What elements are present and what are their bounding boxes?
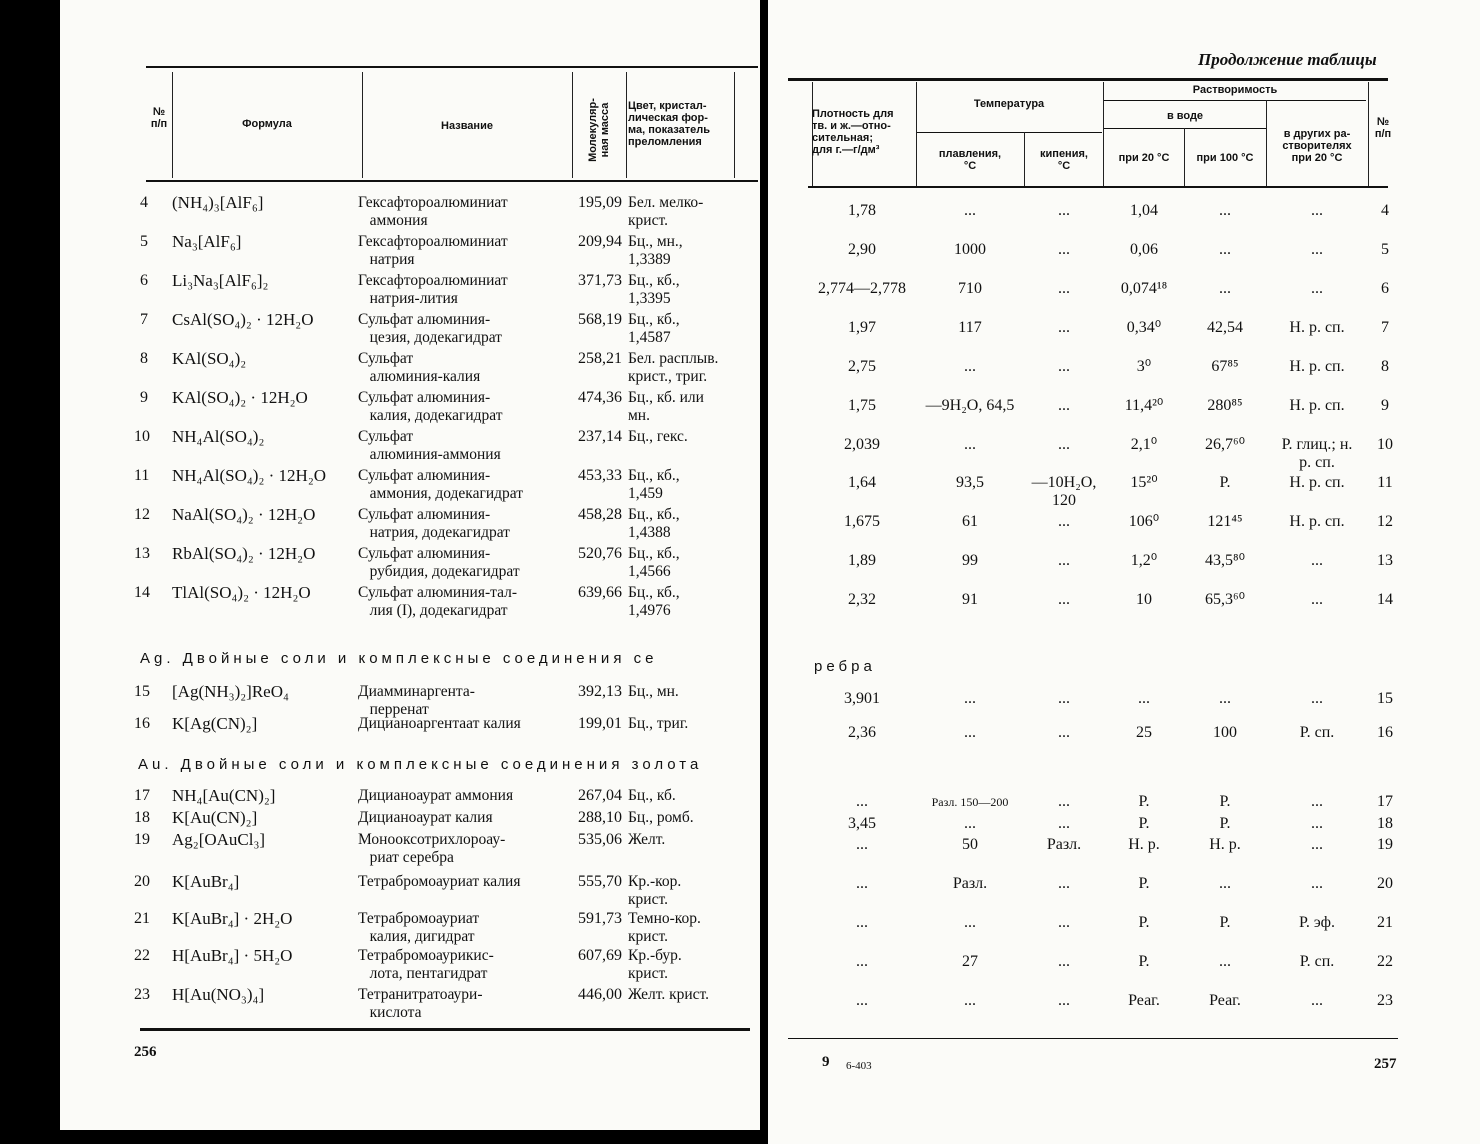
header-num: № п/п: [150, 106, 168, 130]
boiling-point: ...: [1058, 202, 1070, 219]
density: 2,039: [844, 436, 880, 453]
row-number: 8: [1381, 358, 1389, 375]
melting-point: ...: [964, 690, 976, 707]
boiling-point: ...: [1058, 992, 1070, 1009]
compound-name: Дицианоаргентаат калия: [358, 715, 521, 732]
melting-point: 117: [958, 319, 982, 336]
solubility-20c: 0,34⁰: [1126, 319, 1162, 336]
color-crystal-form: Бц., кб., 1,4587: [628, 311, 680, 346]
color-crystal-form: Бц., кб. или мн.: [628, 389, 704, 424]
print-code: 6-403: [846, 1060, 872, 1072]
row-number: 14: [1377, 591, 1393, 608]
density: 1,75: [848, 397, 876, 414]
molecular-mass: 607,69: [578, 947, 622, 964]
solubility-20c: 3⁰: [1136, 358, 1152, 375]
solubility-100c: Р.: [1219, 793, 1231, 810]
boiling-point: ...: [1058, 953, 1070, 970]
color-crystal-form: Бц., кб., 1,3395: [628, 272, 680, 307]
table-bottom-rule: [140, 1028, 750, 1031]
solubility-100c: 65,3⁶⁰: [1205, 591, 1245, 608]
molecular-mass: 568,19: [578, 311, 622, 328]
molecular-mass: 199,01: [578, 715, 622, 732]
color-crystal-form: Кр.-бур. крист.: [628, 947, 682, 982]
melting-point: 710: [958, 280, 982, 297]
melting-point: 99: [962, 552, 978, 569]
solubility-other: ...: [1311, 875, 1323, 892]
formula: NH₄Al(SO₄)₂ · 12H₂O: [172, 466, 327, 485]
molecular-mass: 520,76: [578, 545, 622, 562]
solubility-other: Р. глиц.; н. р. сп.: [1281, 436, 1353, 471]
row-number: 11: [134, 467, 150, 484]
solubility-20c: 25: [1136, 724, 1152, 741]
compound-name: Диамминаргента- перренат: [358, 683, 475, 718]
solubility-20c: Р.: [1138, 953, 1150, 970]
solubility-other: Н. р. сп.: [1289, 513, 1345, 530]
row-number: 5: [140, 233, 148, 250]
solubility-other: Р. эф.: [1298, 914, 1336, 931]
boiling-point: ...: [1058, 793, 1070, 810]
row-number: 22: [134, 947, 150, 964]
solubility-20c: 0,074¹⁸: [1120, 280, 1168, 297]
molecular-mass: 195,09: [578, 194, 622, 211]
row-number: 15: [134, 683, 150, 700]
row-number: 12: [134, 506, 150, 523]
melting-point: Разл. 150—200: [931, 795, 1009, 809]
header-mass: Молекуляр- ная масса: [587, 98, 611, 162]
solubility-20c: 10: [1136, 591, 1152, 608]
row-number: 21: [134, 910, 150, 927]
solubility-20c: Р.: [1138, 914, 1150, 931]
solubility-other: Р. сп.: [1299, 724, 1335, 741]
solubility-other: ...: [1311, 815, 1323, 832]
section-heading-ag-tail: ребра: [814, 658, 876, 675]
header-in-water: в воде: [1166, 110, 1204, 122]
melting-point: ...: [964, 358, 976, 375]
molecular-mass: 288,10: [578, 809, 622, 826]
melting-point: 93,5: [956, 474, 984, 491]
density: 2,75: [848, 358, 876, 375]
section-heading-au: Au. Двойные соли и комплексные соединения золота: [138, 756, 703, 773]
color-crystal-form: Бц., триг.: [628, 715, 689, 732]
solubility-100c: ...: [1219, 690, 1231, 707]
row-number: 4: [140, 194, 148, 211]
solubility-100c: Р.: [1219, 815, 1231, 832]
row-number: 13: [134, 545, 150, 562]
density: 2,774—2,778: [818, 280, 906, 297]
row-number: 16: [1377, 724, 1393, 741]
solubility-100c: Реаг.: [1209, 992, 1241, 1009]
boiling-point: ...: [1058, 724, 1070, 741]
density: ...: [856, 992, 868, 1009]
color-crystal-form: Желт. крист.: [628, 986, 710, 1003]
header-density: Плотность для тв. и ж.—отно- сительная; для г.—г/дм³: [812, 108, 894, 156]
formula: NaAl(SO₄)₂ · 12H₂O: [172, 505, 316, 524]
boiling-point: ...: [1058, 690, 1070, 707]
color-crystal-form: Бц., кб.: [628, 787, 676, 804]
compound-name: Дицианоаурат аммония: [358, 787, 514, 804]
solubility-20c: Реаг.: [1128, 992, 1160, 1009]
row-number: 20: [134, 873, 150, 890]
solubility-other: ...: [1311, 280, 1323, 297]
header-at-20: при 20 °C: [1118, 152, 1170, 164]
formula: Li₃Na₃[AlF₆]₂: [172, 271, 269, 290]
solubility-20c: 1,04: [1130, 202, 1158, 219]
melting-point: 61: [962, 513, 978, 530]
compound-name: Сульфат алюминия-тал- лия (I), додекагидрат: [358, 584, 517, 619]
melting-point: ...: [964, 202, 976, 219]
left-page: [60, 0, 760, 1130]
melting-point: ...: [964, 815, 976, 832]
color-crystal-form: Темно-кор. крист.: [628, 910, 701, 945]
compound-name: Тетрабромоаурикис- лота, пентагидрат: [358, 947, 494, 982]
melting-point: —9H₂O, 64,5: [925, 397, 1015, 414]
density: 1,89: [848, 552, 876, 569]
row-number: 11: [1377, 474, 1393, 491]
row-number: 22: [1377, 953, 1393, 970]
row-number: 5: [1381, 241, 1389, 258]
boiling-point: ...: [1058, 436, 1070, 453]
density: ...: [856, 914, 868, 931]
row-number: 18: [1377, 815, 1393, 832]
solubility-20c: ...: [1138, 690, 1150, 707]
solubility-other: Р. сп.: [1299, 953, 1335, 970]
density: 1,64: [848, 474, 876, 491]
molecular-mass: 458,28: [578, 506, 622, 523]
color-crystal-form: Бц., мн.: [628, 683, 679, 700]
compound-name: Дицианоаурат калия: [358, 809, 493, 826]
compound-name: Гексафтороалюминиат аммония: [358, 194, 508, 229]
boiling-point: ...: [1058, 591, 1070, 608]
solubility-other: ...: [1311, 690, 1323, 707]
solubility-100c: 26,7⁶⁰: [1205, 436, 1245, 453]
melting-point: ...: [964, 436, 976, 453]
solubility-other: ...: [1311, 591, 1323, 608]
header-color: Цвет, кристал- лическая фор- ма, показатель преломления: [628, 100, 711, 148]
header-boiling: кипения, °C: [1040, 148, 1088, 172]
color-crystal-form: Желт.: [628, 831, 666, 848]
signature-mark: 9: [822, 1054, 830, 1070]
color-crystal-form: Бц., кб., 1,4976: [628, 584, 680, 619]
solubility-other: ...: [1311, 992, 1323, 1009]
molecular-mass: 446,00: [578, 986, 622, 1003]
molecular-mass: 453,33: [578, 467, 622, 484]
continuation-title: Продолжение таблицы: [1198, 50, 1377, 69]
solubility-other: ...: [1311, 202, 1323, 219]
solubility-100c: 280⁸⁵: [1207, 397, 1243, 414]
header-bottom-rule-right: [808, 186, 1388, 188]
solubility-20c: 0,06: [1130, 241, 1158, 258]
temperature-subrule: [916, 132, 1102, 133]
molecular-mass: 371,73: [578, 272, 622, 289]
row-number: 6: [1381, 280, 1389, 297]
melting-point: ...: [964, 914, 976, 931]
formula: Na₃[AlF₆]: [172, 232, 242, 251]
formula: K[AuBr₄]: [172, 872, 240, 891]
solubility-other: ...: [1311, 836, 1323, 853]
density: 2,32: [848, 591, 876, 608]
solubility-20c: 106⁰: [1128, 513, 1160, 530]
color-crystal-form: Кр.-кор. крист.: [628, 873, 682, 908]
boiling-point: ...: [1058, 280, 1070, 297]
solubility-other: ...: [1311, 552, 1323, 569]
header-other-solvents: в других ра- створителях при 20 °C: [1282, 128, 1352, 164]
density: ...: [856, 836, 868, 853]
density: 1,675: [844, 513, 880, 530]
melting-point: ...: [964, 724, 976, 741]
row-number: 10: [134, 428, 150, 445]
compound-name: Монооксотрихлороау- риат серебра: [358, 831, 506, 866]
formula: NH₄Al(SO₄)₂: [172, 427, 265, 446]
row-number: 7: [140, 311, 148, 328]
col-divider: [572, 72, 573, 178]
color-crystal-form: Бц., ромб.: [628, 809, 694, 826]
boiling-point: ...: [1058, 397, 1070, 414]
solubility-other: ...: [1311, 793, 1323, 810]
solubility-100c: 67⁸⁵: [1211, 358, 1239, 375]
molecular-mass: 258,21: [578, 350, 622, 367]
color-crystal-form: Бц., кб., 1,459: [628, 467, 680, 502]
molecular-mass: 591,73: [578, 910, 622, 927]
color-crystal-form: Бц., кб., 1,4388: [628, 506, 680, 541]
solubility-20c: Р.: [1138, 815, 1150, 832]
melting-point: Разл.: [952, 875, 988, 892]
solubility-20c: Р.: [1138, 875, 1150, 892]
table-top-rule-right: [788, 78, 1388, 81]
boiling-point: ...: [1058, 358, 1070, 375]
density: 2,36: [848, 724, 876, 741]
compound-name: Сульфат алюминия-аммония: [358, 428, 501, 463]
density: ...: [856, 875, 868, 892]
section-heading-ag: Ag. Двойные соли и комплексные соединения се: [140, 650, 658, 667]
boiling-point: ...: [1058, 815, 1070, 832]
solubility-100c: Р.: [1219, 914, 1231, 931]
compound-name: Тетранитратоаури- кислота: [358, 986, 483, 1021]
density: 3,45: [848, 815, 876, 832]
compound-name: Сульфат алюминия- аммония, додекагидрат: [358, 467, 524, 502]
formula: H[AuBr₄] · 5H₂O: [172, 946, 293, 965]
compound-name: Тетрабромоауриат калия: [358, 873, 521, 890]
molecular-mass: 474,36: [578, 389, 622, 406]
formula: [Ag(NH₃)₂]ReO₄: [172, 682, 289, 701]
boiling-point: ...: [1058, 914, 1070, 931]
compound-name: Сульфат алюминия- цезия, додекагидрат: [358, 311, 502, 346]
header-name: Название: [441, 120, 493, 132]
molecular-mass: 237,14: [578, 428, 622, 445]
formula: NH₄[Au(CN)₂]: [172, 786, 276, 805]
solubility-100c: 121⁴⁵: [1207, 513, 1243, 530]
row-number: 6: [140, 272, 148, 289]
melting-point: ...: [964, 992, 976, 1009]
compound-name: Тетрабромоауриат калия, дигидрат: [358, 910, 480, 945]
melting-point: 91: [962, 591, 978, 608]
bottom-rule-right: [788, 1038, 1398, 1039]
formula: Ag₂[OAuCl₃]: [172, 830, 266, 849]
row-number: 16: [134, 715, 150, 732]
melting-point: 1000: [954, 241, 986, 258]
color-crystal-form: Бц., гекс.: [628, 428, 688, 445]
col-divider: [734, 72, 735, 178]
solubility-100c: 42,54: [1207, 319, 1243, 336]
row-number: 19: [134, 831, 150, 848]
solubility-100c: ...: [1219, 202, 1231, 219]
solubility-100c: ...: [1219, 241, 1231, 258]
col-divider: [626, 72, 627, 178]
row-number: 9: [140, 389, 148, 406]
density: 1,78: [848, 202, 876, 219]
solubility-100c: ...: [1219, 875, 1231, 892]
solubility-other: Н. р. сп.: [1289, 358, 1345, 375]
solubility-other: Н. р. сп.: [1289, 397, 1345, 414]
formula: K[Au(CN)₂]: [172, 808, 258, 827]
formula: K[Ag(CN)₂]: [172, 714, 258, 733]
row-number: 20: [1377, 875, 1393, 892]
compound-name: Сульфат алюминия- натрия, додекагидрат: [358, 506, 510, 541]
header-num-right: № п/п: [1374, 116, 1392, 140]
row-number: 13: [1377, 552, 1393, 569]
color-crystal-form: Бел. расплыв. крист., триг.: [628, 350, 719, 385]
right-page: [768, 0, 1480, 1144]
solubility-20c: 15²⁰: [1130, 474, 1158, 491]
boiling-point: ...: [1058, 552, 1070, 569]
header-bottom-rule: [146, 180, 758, 182]
solubility-100c: 100: [1213, 724, 1237, 741]
boiling-point: ...: [1058, 319, 1070, 336]
water-subrule: [1104, 128, 1266, 129]
boiling-point: ...: [1058, 513, 1070, 530]
row-number: 19: [1377, 836, 1393, 853]
molecular-mass: 555,70: [578, 873, 622, 890]
row-number: 23: [1377, 992, 1393, 1009]
row-number: 8: [140, 350, 148, 367]
solubility-20c: 11,4²⁰: [1124, 397, 1164, 414]
color-crystal-form: Бел. мелко- крист.: [628, 194, 704, 229]
formula: KAl(SO₄)₂ · 12H₂O: [172, 388, 308, 407]
row-number: 4: [1381, 202, 1389, 219]
row-number: 10: [1377, 436, 1393, 453]
header-solubility: Растворимость: [1192, 84, 1278, 96]
melting-point: 50: [962, 836, 978, 853]
compound-name: Гексафтороалюминиат натрия-лития: [358, 272, 508, 307]
boiling-point: ...: [1058, 241, 1070, 258]
formula: H[Au(NO₃)₄]: [172, 985, 265, 1004]
row-number: 12: [1377, 513, 1393, 530]
density: ...: [856, 953, 868, 970]
density: 3,901: [844, 690, 880, 707]
header-at-100: при 100 °C: [1196, 152, 1254, 164]
density: 1,97: [848, 319, 876, 336]
solubility-100c: ...: [1219, 953, 1231, 970]
formula: (NH₄)₃[AlF₆]: [172, 193, 264, 212]
row-number: 21: [1377, 914, 1393, 931]
row-number: 23: [134, 986, 150, 1003]
table-top-rule: [146, 66, 758, 68]
compound-name: Гексафтороалюминиат натрия: [358, 233, 508, 268]
boiling-point: Разл.: [1046, 836, 1082, 853]
page-number-left: 256: [134, 1044, 157, 1060]
row-number: 17: [134, 787, 150, 804]
solubility-subrule: [1104, 100, 1366, 101]
row-number: 7: [1381, 319, 1389, 336]
formula: CsAl(SO₄)₂ · 12H₂O: [172, 310, 314, 329]
solubility-100c: 43,5⁸⁰: [1205, 552, 1245, 569]
solubility-20c: Р.: [1138, 793, 1150, 810]
solubility-20c: 1,2⁰: [1130, 552, 1158, 569]
solubility-20c: 2,1⁰: [1130, 436, 1158, 453]
color-crystal-form: Бц., мн., 1,3389: [628, 233, 683, 268]
row-number: 9: [1381, 397, 1389, 414]
page-number-right: 257: [1374, 1056, 1397, 1072]
header-melting: плавления, °C: [938, 148, 1002, 172]
solubility-other: ...: [1311, 241, 1323, 258]
header-formula: Формула: [242, 118, 292, 130]
solubility-other: Н. р. сп.: [1289, 319, 1345, 336]
molecular-mass: 209,94: [578, 233, 622, 250]
solubility-100c: ...: [1219, 280, 1231, 297]
solubility-other: Н. р. сп.: [1289, 474, 1345, 491]
molecular-mass: 639,66: [578, 584, 622, 601]
solubility-100c: Р.: [1219, 474, 1231, 491]
formula: RbAl(SO₄)₂ · 12H₂O: [172, 544, 316, 563]
row-number: 15: [1377, 690, 1393, 707]
molecular-mass: 535,06: [578, 831, 622, 848]
solubility-20c: Н. р.: [1128, 836, 1160, 853]
color-crystal-form: Бц., кб., 1,4566: [628, 545, 680, 580]
molecular-mass: 392,13: [578, 683, 622, 700]
formula: TlAl(SO₄)₂ · 12H₂O: [172, 583, 311, 602]
header-temperature: Температура: [973, 98, 1045, 110]
compound-name: Сульфат алюминия- калия, додекагидрат: [358, 389, 503, 424]
row-number: 14: [134, 584, 150, 601]
formula: K[AuBr₄] · 2H₂O: [172, 909, 293, 928]
compound-name: Сульфат алюминия-калия: [358, 350, 481, 385]
density: 2,90: [848, 241, 876, 258]
molecular-mass: 267,04: [578, 787, 622, 804]
density: ...: [856, 793, 868, 810]
row-number: 17: [1377, 793, 1393, 810]
compound-name: Сульфат алюминия- рубидия, додекагидрат: [358, 545, 520, 580]
melting-point: 27: [962, 953, 978, 970]
boiling-point: —10H₂O, 120: [1031, 474, 1097, 509]
formula: KAl(SO₄)₂: [172, 349, 247, 368]
row-number: 18: [134, 809, 150, 826]
solubility-100c: Н. р.: [1209, 836, 1241, 853]
boiling-point: ...: [1058, 875, 1070, 892]
